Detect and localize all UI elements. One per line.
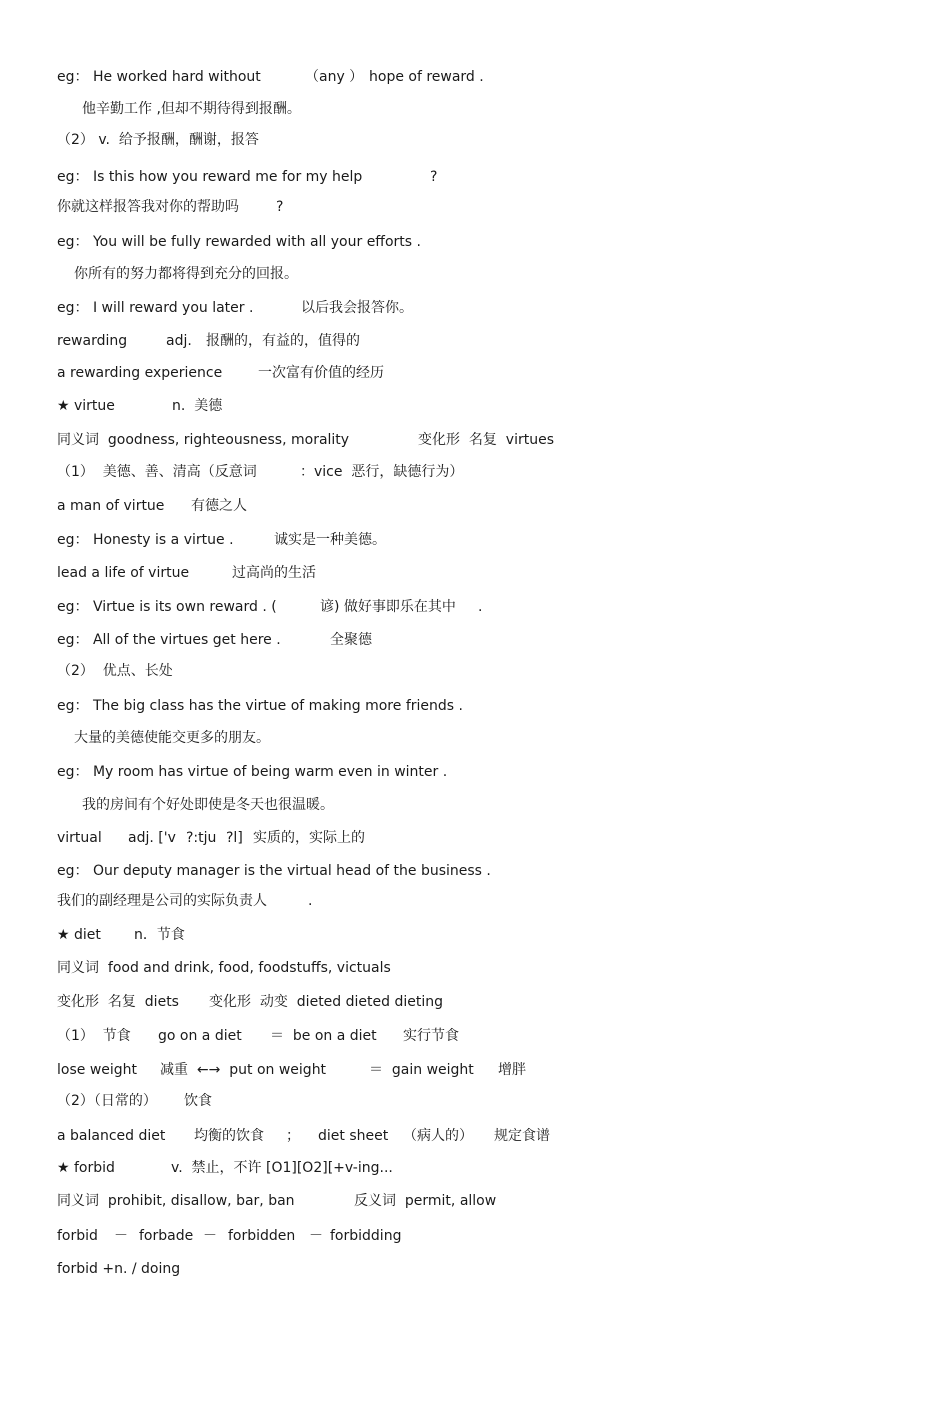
text-line: [0, 1158, 393, 1178]
text-line: [0, 298, 413, 318]
line-segment: 实质的，实际上的: [253, 830, 365, 846]
line-segment: diet sheet: [318, 1128, 389, 1144]
text-line: [0, 462, 464, 482]
line-segment: 他辛勤工作 ,但却不期待得到报酬。: [82, 101, 301, 117]
line-segment: eg： Honesty is a virtue .: [57, 532, 234, 548]
line-segment: 过高尚的生活: [232, 565, 316, 581]
line-segment: －: [203, 1228, 217, 1244]
line-segment: forbid +n. / doing: [57, 1261, 181, 1277]
line-segment: 一次富有价值的经历: [258, 365, 384, 381]
text-line: [0, 1191, 497, 1211]
line-segment: 谚) 做好事即乐在其中: [320, 599, 456, 615]
line-segment: ★ virtue: [57, 398, 115, 414]
line-segment: ＝ gain weight: [369, 1062, 474, 1078]
line-segment: ：vice 恶行，缺德行为）: [300, 464, 464, 480]
line-segment: lead a life of virtue: [57, 565, 190, 581]
text-line: [0, 396, 223, 416]
line-segment: ?: [430, 169, 438, 185]
line-segment: 增胖: [498, 1062, 526, 1078]
text-line: [0, 1259, 181, 1279]
line-segment: a balanced diet: [57, 1128, 166, 1144]
line-segment: 我们的副经理是公司的实际负责人: [57, 893, 267, 909]
line-segment: forbade: [139, 1228, 194, 1244]
text-line: [0, 1026, 459, 1046]
text-line: [0, 992, 443, 1012]
text-line: [0, 762, 448, 782]
line-segment: adj. ['v: [128, 830, 176, 846]
line-segment: （1） 美德、善、清高（反意词: [57, 464, 257, 480]
text-line: [0, 958, 391, 978]
line-segment: 同义词 goodness, righteousness, morality: [57, 432, 350, 448]
line-segment: eg： Is this how you reward me for my help: [57, 169, 363, 185]
line-segment: lose weight: [57, 1062, 138, 1078]
line-segment: 有德之人: [191, 498, 247, 514]
text-line: [0, 1226, 402, 1246]
line-segment: n. 美德: [172, 398, 223, 414]
line-segment: （病人的）: [403, 1128, 473, 1144]
line-segment: 同义词 food and drink, food, foodstuffs, victuals: [57, 960, 391, 976]
line-segment: eg： All of the virtues get here .: [57, 632, 281, 648]
line-segment: 规定食谱: [494, 1128, 550, 1144]
line-segment: n．节食: [134, 927, 185, 943]
line-segment: 同义词 prohibit, disallow, bar, ban: [57, 1193, 295, 1209]
line-segment: .: [308, 893, 313, 909]
text-line: [0, 363, 384, 383]
line-segment: 均衡的饮食: [194, 1128, 264, 1144]
line-segment: a rewarding experience: [57, 365, 223, 381]
line-segment: （any ）: [305, 69, 364, 85]
text-line: [0, 1060, 526, 1080]
line-segment: go on a diet: [158, 1028, 242, 1044]
line-segment: eg： My room has virtue of being warm even in winter .: [57, 764, 448, 780]
line-segment: .: [478, 599, 483, 615]
line-segment: （2）（日常的）: [57, 1093, 157, 1109]
line-segment: ?l]: [226, 830, 243, 846]
line-segment: －: [114, 1228, 128, 1244]
line-segment: 我的房间有个好处即使是冬天也很温暖。: [82, 797, 334, 813]
text-line: [0, 661, 173, 681]
text-line: [0, 795, 334, 815]
line-segment: virtual: [57, 830, 102, 846]
line-segment: （2） v. 给予报酬，酬谢，报答: [57, 132, 259, 148]
line-segment: ★ diet: [57, 927, 101, 943]
line-segment: （2） 优点、长处: [57, 663, 173, 679]
line-segment: －: [309, 1228, 323, 1244]
text-line: [0, 630, 372, 650]
line-segment: 变化形 动变 dieted dieted dieting: [209, 994, 443, 1010]
line-segment: 减重 ←→ put on weight: [160, 1062, 327, 1078]
text-line: [0, 728, 270, 748]
text-line: [0, 496, 247, 516]
line-segment: rewarding: [57, 333, 128, 349]
text-line: [0, 891, 313, 911]
text-line: [0, 861, 491, 881]
line-segment: ；: [286, 1128, 300, 1144]
line-segment: 变化形 名复 virtues: [418, 432, 555, 448]
text-line: [0, 530, 386, 550]
line-segment: forbidding: [330, 1228, 402, 1244]
text-line: [0, 232, 421, 252]
line-segment: eg： The big class has the virtue of making more friends .: [57, 698, 463, 714]
text-line: [0, 828, 365, 848]
line-segment: 全聚德: [330, 632, 372, 648]
line-segment: ★ forbid: [57, 1160, 115, 1176]
line-segment: v. 禁止，不许 [O1][O2][+v-ing...: [171, 1160, 393, 1176]
text-line: [0, 430, 555, 450]
line-segment: 饮食: [184, 1093, 212, 1109]
text-line: [0, 67, 484, 87]
text-line: [0, 925, 185, 945]
line-segment: ＝ be on a diet: [270, 1028, 377, 1044]
text-line: [0, 331, 360, 351]
line-segment: a man of virtue: [57, 498, 165, 514]
line-segment: 以后我会报答你。: [301, 300, 413, 316]
text-line: [0, 696, 463, 716]
line-segment: 反义词 permit, allow: [354, 1193, 497, 1209]
line-segment: 大量的美德使能交更多的朋友。: [74, 730, 270, 746]
line-segment: 变化形 名复 diets: [57, 994, 179, 1010]
line-segment: adj.: [166, 333, 192, 349]
text-line: [0, 563, 316, 583]
text-line: [0, 597, 483, 617]
line-segment: （1） 节食: [57, 1028, 131, 1044]
line-segment: forbidden: [228, 1228, 296, 1244]
line-segment: 你就这样报答我对你的帮助吗: [57, 199, 239, 215]
line-segment: 你所有的努力都将得到充分的回报。: [74, 266, 298, 282]
line-segment: forbid: [57, 1228, 98, 1244]
text-line: [0, 99, 301, 119]
line-segment: 报酬的，有益的，值得的: [206, 333, 360, 349]
line-segment: eg： You will be fully rewarded with all your efforts .: [57, 234, 421, 250]
text-line: [0, 167, 438, 187]
text-line: [0, 130, 259, 150]
line-segment: eg： He worked hard without: [57, 69, 261, 85]
text-line: [0, 1091, 212, 1111]
text-line: [0, 197, 284, 217]
line-segment: eg： Our deputy manager is the virtual head of the business .: [57, 863, 491, 879]
line-segment: hope of reward .: [369, 69, 484, 85]
line-segment: ?:tju: [186, 830, 217, 846]
text-line: [0, 264, 298, 284]
line-segment: 实行节食: [403, 1028, 459, 1044]
line-segment: eg： I will reward you later .: [57, 300, 254, 316]
line-segment: ?: [276, 199, 284, 215]
line-segment: 诚实是一种美德。: [274, 532, 386, 548]
line-segment: eg： Virtue is its own reward . (: [57, 599, 277, 615]
text-line: [0, 1126, 550, 1146]
